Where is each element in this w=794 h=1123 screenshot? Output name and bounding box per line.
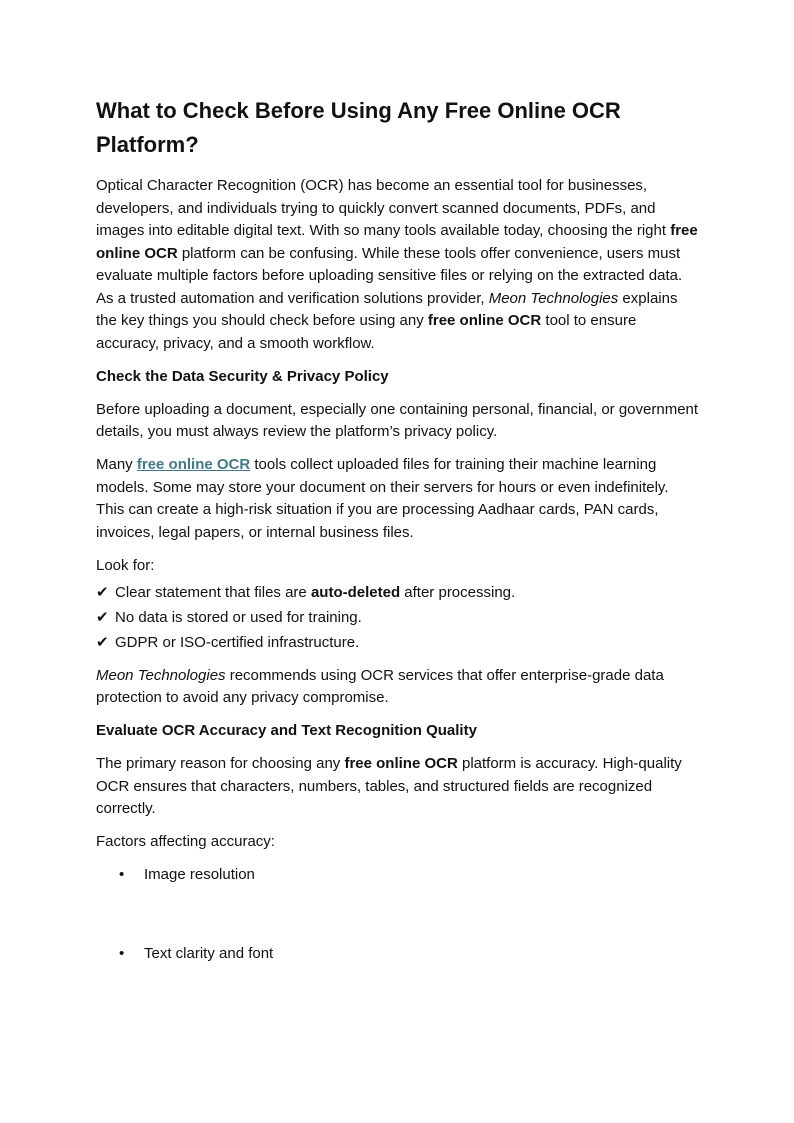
checklist-item: ✔ GDPR or ISO-certified infrastructure. — [96, 630, 700, 655]
intro-paragraph: Optical Character Recognition (OCR) has become an essential tool for businesses, developers, and individuals trying to quickly convert scanned documents, PDFs, and images into editable digital text. With so many tools available today, choosing the right free online OCR platform can be confusing. While these tools offer convenience, users must evaluate multiple factors before uploading sensitive files or relying on the extracted data. As a trusted automation and verification solutions provider, Meon Technologies explains the key things you should check before using any free online OCR tool to ensure accuracy, privacy, and a smooth workflow. — [96, 177, 698, 352]
checkmark-icon: ✔ — [96, 632, 109, 651]
checklist — [96, 580, 700, 655]
privacy-recommendation: Meon Technologies recommends using OCR services that offer enterprise-grade data protection to avoid any privacy compromise. — [96, 666, 664, 706]
bullet-icon: • — [119, 866, 125, 883]
free-online-ocr-link[interactable]: free online OCR — [136, 456, 251, 473]
look-for-label: Look for: — [96, 556, 155, 574]
page-title: What to Check Before Using Any Free Online OCR Platform? — [96, 98, 621, 157]
checkmark-icon: ✔ — [96, 582, 109, 601]
document-page — [96, 94, 700, 965]
accuracy-paragraph: The primary reason for choosing any free online OCR platform is accuracy. High-quality OCR ensures that characters, numbers, tables, and structured fields are recognized correctly. — [96, 755, 682, 817]
section-heading-privacy: Check the Data Security & Privacy Policy — [96, 367, 389, 385]
privacy-paragraph-1: Before uploading a document, especially one containing personal, financial, or government details, you must always review the platform’s privacy policy. — [96, 400, 699, 440]
factors-list — [96, 864, 700, 965]
list-item: • Text clarity and font — [96, 943, 700, 966]
privacy-paragraph-2: Many free online OCR tools collect uploaded files for training their machine learning models. Some may store your document on their servers for hours or even indefinitely. This can create a high-risk situation if you are processing Aadhaar cards, PAN cards, invoices, legal papers, or internal business files. — [96, 456, 669, 541]
factors-label: Factors affecting accuracy: — [96, 833, 275, 850]
list-item: • Image resolution — [96, 864, 700, 887]
section-heading-accuracy: Evaluate OCR Accuracy and Text Recognition Quality — [96, 722, 477, 739]
checkmark-icon: ✔ — [96, 607, 109, 626]
checklist-item: ✔ No data is stored or used for training. — [96, 605, 700, 630]
checklist-item: ✔ Clear statement that files are auto-deleted after processing. — [96, 580, 700, 605]
bullet-icon: • — [119, 944, 125, 962]
